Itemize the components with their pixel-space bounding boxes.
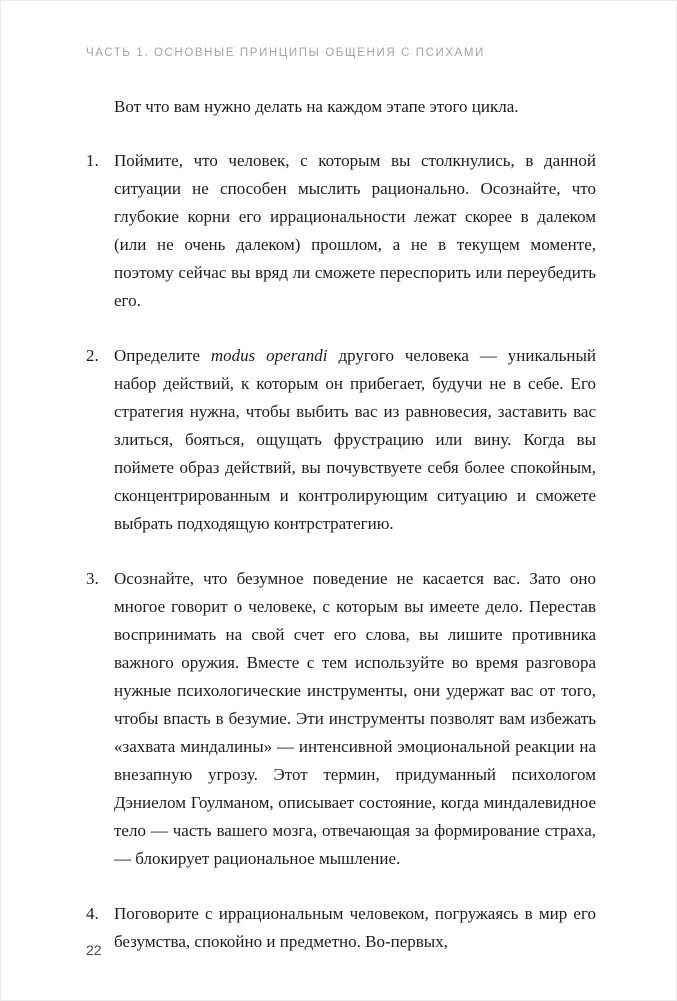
list-item-number: 2. [86, 346, 99, 365]
list-item-text [114, 342, 596, 538]
list-item [86, 147, 596, 315]
list-item-number: 4. [86, 904, 99, 923]
numbered-list [86, 147, 596, 956]
list-item [86, 900, 596, 956]
list-item-number: 1. [86, 151, 99, 170]
list-item [86, 342, 596, 538]
list-item-text: Поймите, что человек, с которым вы столкнулись, в данной ситуации не способен мыслить рационально. Осознайте, что глубокие корни его иррациональности лежат скорее в далеком (или не очень далеком) прошлом, а не в текущем моменте, поэтому сейчас вы вряд ли сможете переспорить или переубедить его. [114, 151, 596, 310]
list-item-text-segment: другого человека — уникальный набор действий, к которым он прибегает, будучи не в себе. Его стратегия нужна, чтобы выбить вас из равновесия, заставить вас злиться, бояться, ощущать фрустрацию или вину. Когда вы поймете образ действий, вы почувствуете себя более спокойным, сконцентрированным и контролирующим ситуацию и сможете выбрать подходящую контрстратегию. [114, 346, 597, 533]
intro-paragraph: Вот что вам нужно делать на каждом этапе этого цикла. [114, 97, 519, 116]
list-item-text: Поговорите с иррациональным человеком, погружаясь в мир его безумства, спокойно и предметно. Во-первых, [114, 904, 596, 951]
list-item-number: 3. [86, 569, 99, 588]
list-item-text: Осознайте, что безумное поведение не касается вас. Зато оно многое говорит о человеке, с которым вы имеете дело. Перестав воспринимать на свой счет его слова, вы лишите противника важного оружия. Вместе с тем используйте во время разговора нужные психологические инструменты, они удержат вас от того, чтобы впасть в безумие. Эти инструменты позволят вам избежать «захвата миндалины» — интенсивной эмоциональной реакции на внезапную угрозу. Этот термин, придуманный психологом Дэниелом Гоулманом, описывает состояние, когда миндалевидное тело — часть вашего мозга, отвечающая за формирование страха, — блокирует рациональное мышление. [114, 569, 596, 868]
italic-term: modus operandi [210, 346, 328, 365]
page-number: 22 [86, 942, 102, 958]
list-item [86, 565, 596, 873]
running-header: ЧАСТЬ 1. ОСНОВНЫЕ ПРИНЦИПЫ ОБЩЕНИЯ С ПСИХАМИ [86, 47, 485, 59]
list-item-text-segment: Определите [114, 346, 211, 365]
